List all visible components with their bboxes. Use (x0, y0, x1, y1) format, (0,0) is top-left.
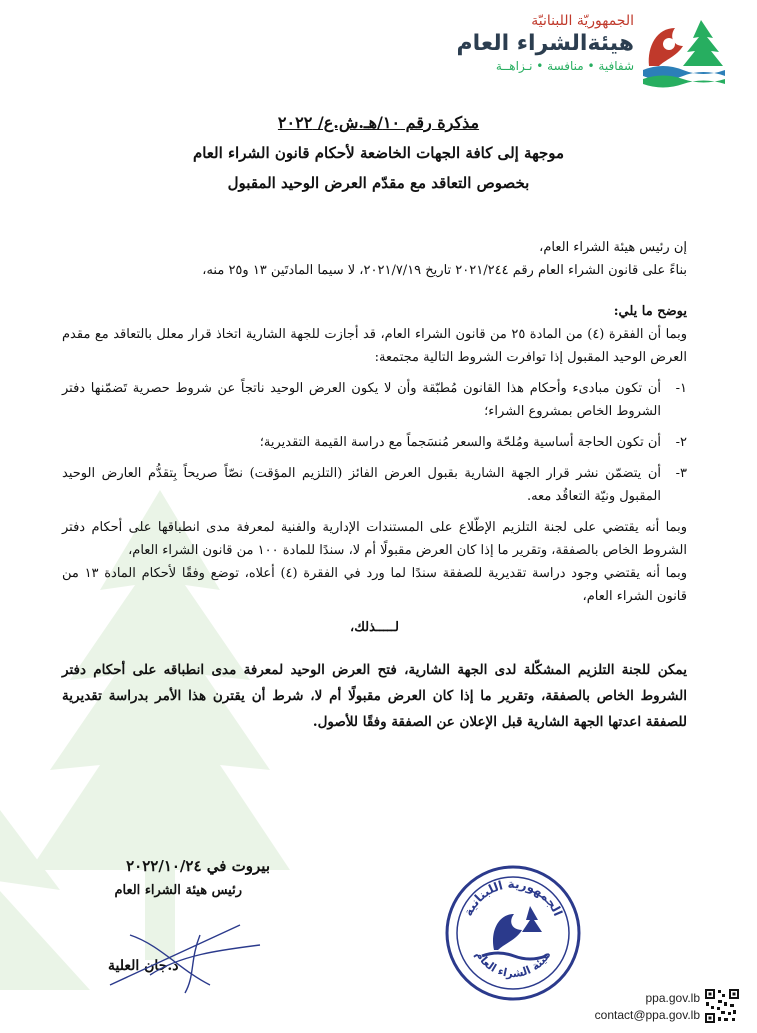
qr-code-icon (704, 988, 740, 1024)
handwritten-signature-icon (90, 915, 270, 995)
signature-date: بيروت في ٢٠٢٢/١٠/٢٤ (126, 857, 270, 875)
signature-block (60, 852, 270, 974)
legal-basis: بناءً على قانون الشراء العام رقم ٢٠٢١/٢٤٤ تاريخ ٢٠٢١/٧/١٩، لا سيما المادتَين ١٣ و٢٥ منه، (202, 263, 687, 278)
footer-contact (560, 990, 700, 1024)
stamp-top-text: الجمهورية اللبنانية (460, 876, 566, 919)
header-logo (429, 12, 729, 92)
condition-number: ١- (675, 381, 687, 396)
condition-text: أن تكون مبادىء وأحكام هذا القانون مُطبّقة وأن لا يكون العرض الوحيد ناتجاً عن شروط حصرية تَضمّنها دفتر الشروط الخاص بمشروع الشراء؛ (62, 381, 661, 419)
stamp-bottom-text: هيئة الشراء العام (472, 948, 554, 981)
footer-website[interactable]: ppa.gov.lb (645, 991, 700, 1005)
logo-text (457, 12, 634, 74)
logo-authority: هيئةالشراء العام (456, 31, 634, 56)
condition-text: أن تكون الحاجة أساسية ومُلحّة والسعر مُنسَجماً مع دراسة القيمة التقديرية؛ (259, 435, 661, 450)
footer-email[interactable]: contact@ppa.gov.lb (594, 1008, 700, 1022)
signatory-name: د.جان العلية (108, 958, 179, 974)
condition-number: ٣- (675, 466, 687, 481)
condition-item (62, 431, 687, 454)
paragraph-2: وبما أنه يقتضي على لجنة التلزيم الإطّلاع على المستندات الإدارية والفنية لمعرفة مدى انطباقها على أحكام دفتر الشروط الخاص بالصفقة، وتقرير ما إذا كان العرض مقبولًا أم لا، سندًا للمادة ١٠٠ من قانون الشراء العام، (62, 520, 687, 558)
signature-title: رئيس هيئة الشراء العام (114, 883, 242, 898)
opening-line: إن رئيس هيئة الشراء العام، (539, 240, 687, 255)
decision-paragraph: يمكن للجنة التلزيم المشكّلة لدى الجهة الشارية، فتح العرض الوحيد لمعرفة مدى انطباقه على أحكام دفتر الشروط الخاص بالصفقة، وتقرير ما إذا كان العرض مقبولًا أم لا، شرط أن يقترن هذا الأمر بدراسة تقديرية للصفقة اعدتها الجهة الشارية قبل الإعلان عن الصفقة وفقًا للأصول. (62, 662, 687, 730)
condition-number: ٢- (675, 435, 687, 450)
memo-addressed-to: موجهة إلى كافة الجهات الخاضعة لأحكام قانون الشراء العام (192, 144, 565, 162)
therefore-heading: لـــــذلك، (350, 620, 399, 635)
condition-item (62, 462, 687, 508)
logo-motto: شفافية • منافسة • نـزاهــة (495, 59, 634, 73)
condition-text: أن يتضمّن نشر قرار الجهة الشارية بقبول العرض الفائز (التلزيم المؤقت) نصّاً صريحاً بِتقدُّم العارض الوحيد المقبول ونيّة التعاقُد معه. (62, 466, 661, 504)
paragraph-3: وبما أنه يقتضي وجود دراسة تقديرية للصفقة سندًا لما ورد في الفقرة (٤) أعلاه، توضع وفقًا لأحكام المادة ١٣ من قانون الشراء العام، (62, 566, 687, 604)
svg-text:الجمهورية اللبنانية (461, 877, 565, 918)
ppa-logo-icon (639, 16, 729, 88)
svg-text:هيئة الشراء العام (473, 949, 553, 981)
official-stamp-icon (442, 862, 584, 1004)
condition-item (62, 377, 687, 423)
memo-heading (0, 108, 757, 198)
memo-number: مذكرة رقم ١٠/هـ.ش.ع/ ٢٠٢٢ (277, 113, 480, 132)
logo-republic: الجمهوريّة اللبنانيّة (531, 13, 634, 29)
paragraph-1: وبما أن الفقرة (٤) من المادة ٢٥ من قانون الشراء العام، قد أجازت للجهة الشارية اتخاذ قرار معلل بالتعاقد مع مقدم العرض الوحيد المقبول إذا توافرت الشروط التالية مجتمعة: (62, 327, 687, 365)
clarifies-heading: يوضح ما يلي: (613, 304, 687, 319)
memo-body (62, 236, 687, 735)
memo-subject: بخصوص التعاقد مع مقدّم العرض الوحيد المقبول (227, 174, 530, 192)
